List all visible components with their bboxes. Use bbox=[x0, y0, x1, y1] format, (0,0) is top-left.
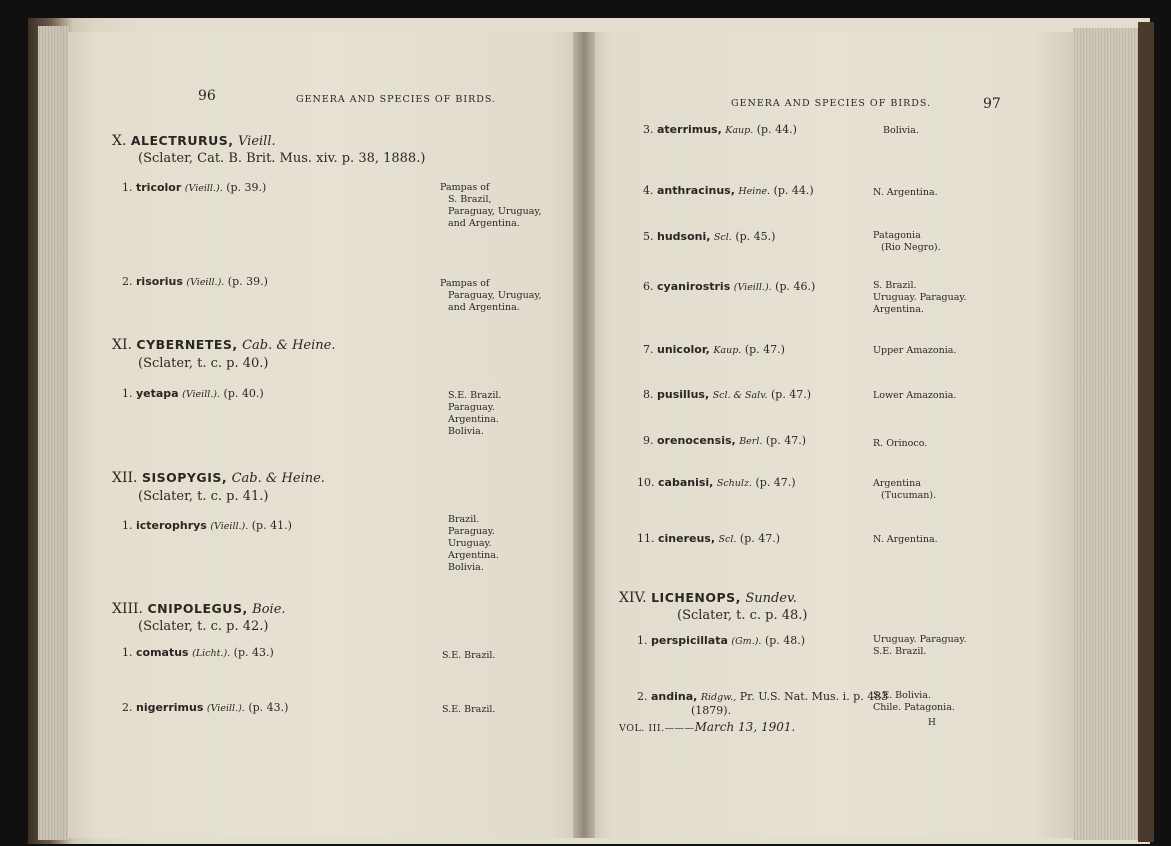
species-entry bbox=[643, 280, 815, 293]
distribution-line: (Tucuman). bbox=[881, 490, 937, 501]
distribution-line: and Argentina. bbox=[448, 218, 520, 229]
distribution-line: Upper Amazonia. bbox=[873, 345, 957, 356]
species-number: 2. bbox=[122, 701, 133, 714]
species-number: 11. bbox=[637, 532, 655, 545]
species-author: Ridgw., bbox=[700, 692, 737, 703]
distribution bbox=[442, 650, 495, 662]
distribution-line: Pampas of bbox=[440, 182, 490, 193]
open-book bbox=[28, 18, 1150, 844]
distribution-line: Chile. Patagonia. bbox=[873, 702, 955, 713]
genus-heading bbox=[112, 337, 335, 353]
genus-author: Cab. & Heine. bbox=[231, 471, 325, 486]
species-page: (p. 44.) bbox=[756, 123, 797, 136]
species-entry bbox=[122, 181, 266, 194]
species-page-continued: (1879). bbox=[691, 704, 732, 717]
species-entry bbox=[643, 184, 814, 197]
distribution bbox=[883, 125, 919, 137]
genus-name: ALECTRURUS, bbox=[130, 133, 234, 148]
distribution bbox=[448, 390, 501, 438]
distribution bbox=[442, 704, 495, 716]
species-name: cyanirostris bbox=[657, 280, 731, 293]
species-page: (p. 47.) bbox=[755, 476, 796, 489]
distribution-line: Argentina. bbox=[448, 414, 499, 425]
species-name: unicolor, bbox=[657, 343, 710, 356]
species-name: hudsoni, bbox=[657, 230, 711, 243]
distribution bbox=[873, 345, 956, 357]
distribution-line: S.E. Brazil. bbox=[442, 704, 496, 715]
distribution bbox=[440, 278, 542, 314]
species-number: 1. bbox=[122, 387, 133, 400]
distribution bbox=[448, 514, 499, 574]
species-number: 1. bbox=[122, 646, 133, 659]
species-number: 4. bbox=[643, 184, 654, 197]
right-page bbox=[583, 32, 1073, 838]
distribution bbox=[873, 230, 941, 254]
page-number: 97 bbox=[983, 96, 1001, 112]
genus-reference: (Sclater, t. c. p. 40.) bbox=[138, 356, 269, 371]
genus-author: Sundev. bbox=[745, 591, 797, 606]
species-entry bbox=[637, 532, 780, 545]
distribution-line: Paraguay. bbox=[448, 402, 495, 413]
page-number: 96 bbox=[198, 88, 216, 104]
species-entry bbox=[637, 690, 888, 703]
distribution-line: Paraguay, Uruguay, bbox=[448, 206, 542, 217]
species-author: Scl. bbox=[713, 232, 732, 243]
genus-author: Cab. & Heine. bbox=[242, 338, 336, 353]
book-cover-edge bbox=[1138, 22, 1154, 842]
species-author: (Licht.). bbox=[192, 648, 231, 659]
genus-numeral: XIV. bbox=[619, 590, 647, 606]
species-page: (p. 48.) bbox=[764, 634, 806, 647]
issue-date: March 13, 1901. bbox=[694, 720, 796, 734]
distribution-line: S.E. Bolivia. bbox=[873, 690, 932, 701]
species-entry bbox=[122, 701, 288, 714]
species-author: (Vieill.). bbox=[206, 703, 245, 714]
species-author: Kaup. bbox=[725, 125, 754, 136]
species-number: 1. bbox=[122, 181, 133, 194]
signature-line bbox=[619, 720, 795, 734]
distribution-line: Argentina. bbox=[448, 550, 499, 561]
species-entry bbox=[122, 646, 274, 659]
page-edges-right bbox=[1073, 28, 1143, 840]
species-author: Kaup. bbox=[713, 345, 742, 356]
genus-author: Vieill. bbox=[238, 134, 276, 149]
species-page: (p. 45.) bbox=[735, 230, 776, 243]
species-author: Heine. bbox=[738, 186, 771, 197]
genus-heading bbox=[112, 601, 286, 617]
species-author: Berl. bbox=[739, 436, 763, 447]
distribution-line: S. Brazil, bbox=[448, 194, 492, 205]
distribution bbox=[873, 438, 927, 450]
genus-numeral: XII. bbox=[112, 470, 138, 486]
species-number: 1. bbox=[122, 519, 133, 532]
running-head: GENERA AND SPECIES OF BIRDS. bbox=[296, 94, 497, 105]
species-name: pusillus, bbox=[657, 388, 710, 401]
species-number: 8. bbox=[643, 388, 654, 401]
distribution bbox=[873, 690, 955, 714]
distribution-line: N. Argentina. bbox=[873, 534, 938, 545]
species-entry bbox=[122, 519, 292, 532]
species-entry bbox=[643, 434, 806, 447]
distribution-line: N. Argentina. bbox=[873, 187, 938, 198]
distribution-line: (Rio Negro). bbox=[881, 242, 941, 253]
genus-author: Boie. bbox=[252, 602, 286, 617]
distribution-line: and Argentina. bbox=[448, 302, 520, 313]
species-author: (Gm.). bbox=[731, 636, 762, 647]
distribution-line: Paraguay. bbox=[448, 526, 495, 537]
book-gutter bbox=[573, 32, 595, 838]
species-number: 6. bbox=[643, 280, 654, 293]
genus-heading bbox=[112, 133, 276, 149]
distribution-line: Bolivia. bbox=[448, 426, 484, 437]
species-number: 7. bbox=[643, 343, 654, 356]
species-name: tricolor bbox=[136, 181, 182, 194]
species-author: (Vieill.). bbox=[733, 282, 772, 293]
genus-name: LICHENOPS, bbox=[651, 590, 741, 605]
species-entry bbox=[643, 343, 785, 356]
species-name: icterophrys bbox=[136, 519, 207, 532]
genus-numeral: XIII. bbox=[112, 601, 144, 617]
distribution-line: Uruguay. Paraguay. bbox=[873, 634, 967, 645]
species-name: yetapa bbox=[136, 387, 179, 400]
distribution-line: S.E. Brazil. bbox=[448, 390, 502, 401]
species-name: aterrimus, bbox=[657, 123, 722, 136]
species-page: (p. 47.) bbox=[744, 343, 785, 356]
species-entry bbox=[643, 230, 775, 243]
species-name: cinereus, bbox=[658, 532, 716, 545]
species-entry bbox=[643, 123, 797, 136]
genus-reference: (Sclater, t. c. p. 42.) bbox=[138, 619, 269, 634]
species-page: (p. 44.) bbox=[773, 184, 814, 197]
distribution bbox=[873, 634, 967, 658]
species-number: 3. bbox=[643, 123, 654, 136]
species-author: (Vieill.). bbox=[210, 521, 249, 532]
species-number: 1. bbox=[637, 634, 648, 647]
species-page: (p. 46.) bbox=[775, 280, 816, 293]
genus-numeral: XI. bbox=[112, 337, 132, 353]
page-edges-left bbox=[38, 26, 70, 840]
species-number: 2. bbox=[637, 690, 648, 703]
genus-name: SISOPYGIS, bbox=[141, 470, 228, 485]
species-page: Pr. U.S. Nat. Mus. i. p. 483 bbox=[739, 690, 889, 703]
species-page: (p. 39.) bbox=[226, 181, 267, 194]
species-page: (p. 40.) bbox=[223, 387, 264, 400]
species-author: Scl. & Salv. bbox=[712, 390, 768, 401]
genus-reference: (Sclater, t. c. p. 48.) bbox=[677, 608, 808, 623]
distribution-line: R. Orinoco. bbox=[873, 438, 928, 449]
species-author: (Vieill.). bbox=[184, 183, 223, 194]
species-name: cabanisi, bbox=[658, 476, 714, 489]
species-author: (Vieill.). bbox=[186, 277, 225, 288]
distribution-line: Argentina bbox=[873, 478, 921, 489]
species-name: comatus bbox=[136, 646, 189, 659]
distribution-line: Argentina. bbox=[873, 304, 924, 315]
distribution-line: Paraguay, Uruguay, bbox=[448, 290, 542, 301]
species-entry bbox=[122, 387, 264, 400]
distribution-line: Brazil. bbox=[448, 514, 480, 525]
distribution-line: S.E. Brazil. bbox=[442, 650, 496, 661]
species-name: anthracinus, bbox=[657, 184, 735, 197]
species-page: (p. 43.) bbox=[248, 701, 289, 714]
genus-name: CYBERNETES, bbox=[136, 337, 238, 352]
species-entry bbox=[122, 275, 268, 288]
species-number: 9. bbox=[643, 434, 654, 447]
species-page: (p. 39.) bbox=[227, 275, 268, 288]
distribution bbox=[440, 182, 542, 230]
species-page: (p. 41.) bbox=[251, 519, 292, 532]
distribution-line: Bolivia. bbox=[883, 125, 919, 136]
distribution-line: Uruguay. Paraguay. bbox=[873, 292, 967, 303]
volume-label: VOL. III.——— bbox=[619, 723, 695, 734]
species-page: (p. 47.) bbox=[765, 434, 807, 447]
species-name: nigerrimus bbox=[136, 701, 204, 714]
species-name: orenocensis, bbox=[657, 434, 736, 447]
species-entry bbox=[637, 634, 805, 647]
distribution bbox=[873, 390, 956, 402]
species-author: (Vieill.). bbox=[182, 389, 221, 400]
distribution bbox=[873, 534, 938, 546]
species-number: 5. bbox=[643, 230, 654, 243]
distribution-line: Bolivia. bbox=[448, 562, 484, 573]
running-head: GENERA AND SPECIES OF BIRDS. bbox=[731, 98, 932, 109]
signature-mark: H bbox=[928, 718, 936, 728]
species-page: (p. 47.) bbox=[739, 532, 781, 545]
distribution bbox=[873, 478, 936, 502]
genus-heading bbox=[112, 470, 325, 486]
species-entry bbox=[643, 388, 811, 401]
genus-name: CNIPOLEGUS, bbox=[147, 601, 248, 616]
distribution bbox=[873, 187, 938, 199]
species-page: (p. 43.) bbox=[233, 646, 274, 659]
species-name: risorius bbox=[136, 275, 183, 288]
distribution-line: Patagonia bbox=[873, 230, 921, 241]
distribution-line: Uruguay. bbox=[448, 538, 492, 549]
species-author: Schulz. bbox=[716, 478, 752, 489]
distribution-line: Lower Amazonia. bbox=[873, 390, 957, 401]
species-author: Scl. bbox=[718, 534, 737, 545]
distribution-line: S.E. Brazil. bbox=[873, 646, 927, 657]
distribution bbox=[873, 280, 967, 316]
species-name: andina, bbox=[651, 690, 698, 703]
species-page: (p. 47.) bbox=[770, 388, 812, 401]
species-number: 10. bbox=[637, 476, 655, 489]
species-number: 2. bbox=[122, 275, 133, 288]
distribution-line: Pampas of bbox=[440, 278, 490, 289]
species-entry bbox=[637, 476, 796, 489]
genus-reference: (Sclater, Cat. B. Brit. Mus. xiv. p. 38, 1888.) bbox=[138, 151, 426, 166]
left-page bbox=[68, 32, 603, 838]
distribution-line: S. Brazil. bbox=[873, 280, 917, 291]
genus-numeral: X. bbox=[112, 133, 127, 149]
genus-heading bbox=[619, 590, 797, 606]
genus-reference: (Sclater, t. c. p. 41.) bbox=[138, 489, 269, 504]
species-name: perspicillata bbox=[651, 634, 728, 647]
